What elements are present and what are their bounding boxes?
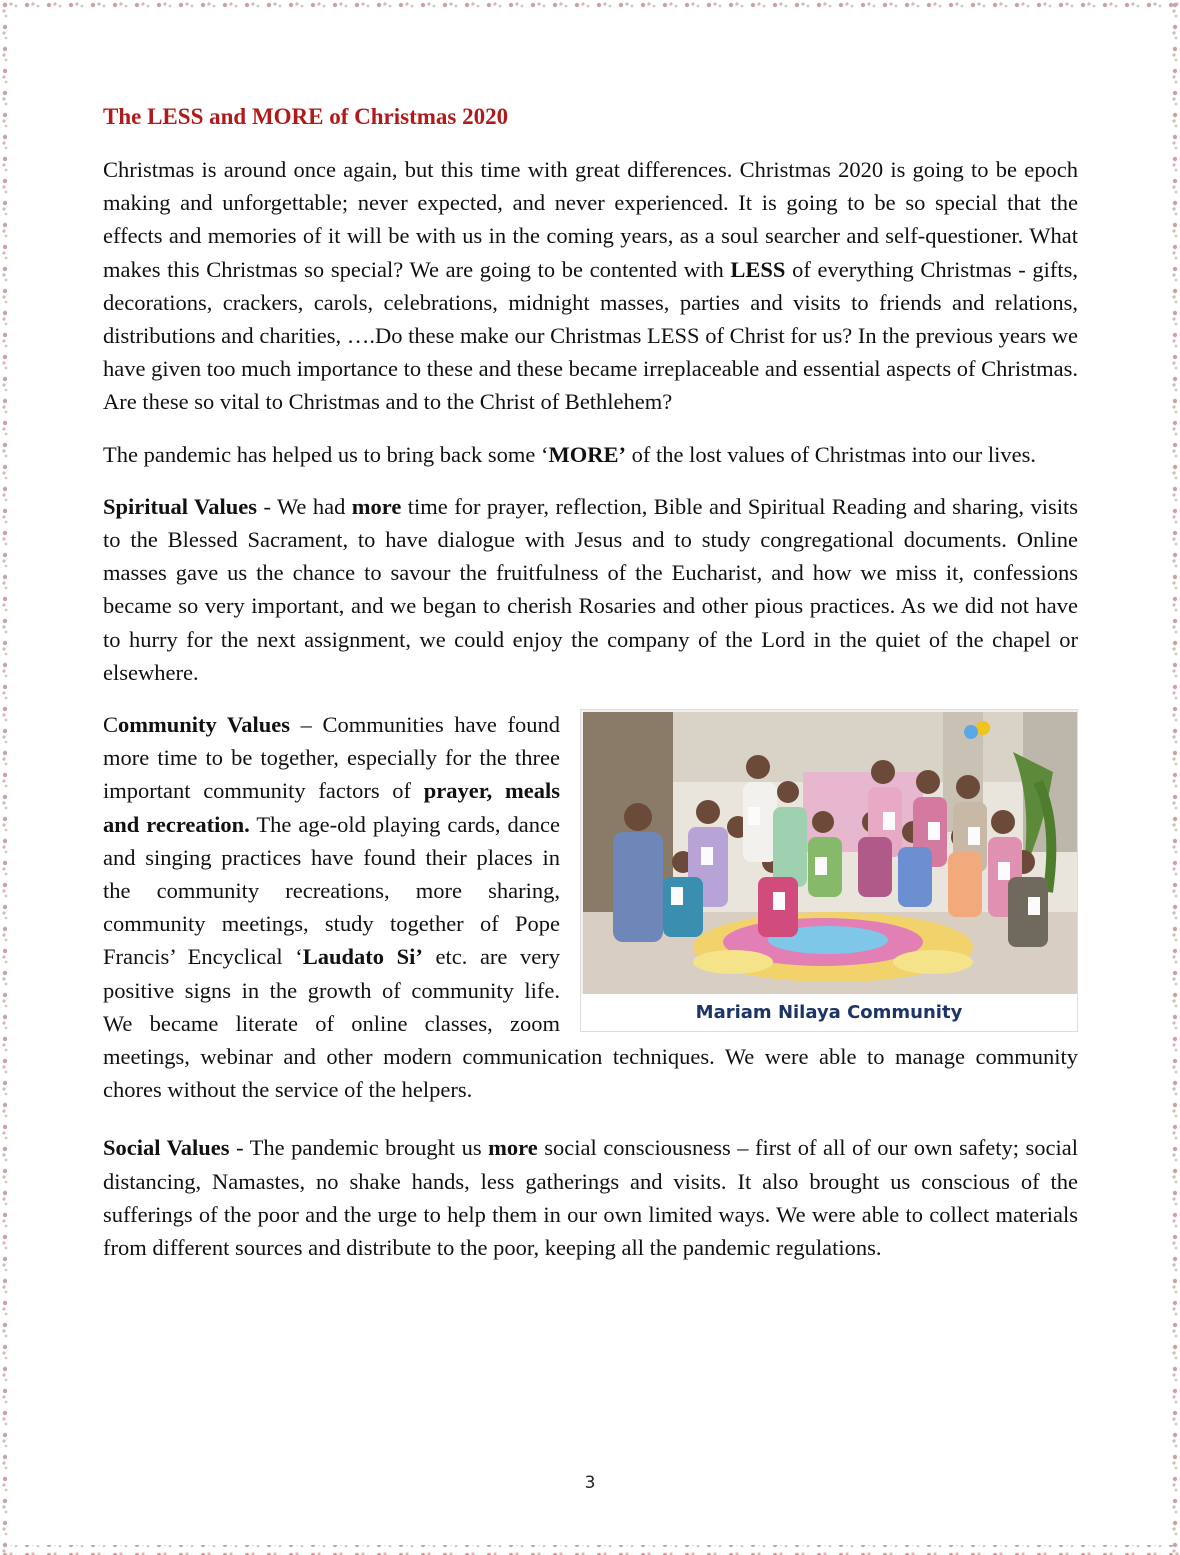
emphasis-prayer-meals-recreation: prayer, meals and recreation.	[103, 778, 560, 837]
paragraph-text: of the lost values of Christmas into our lives.	[626, 441, 1036, 467]
article-title: The LESS and MORE of Christmas 2020	[103, 104, 509, 129]
paragraph-text: – Communities have found more time to be together, especially for the three important community factors of	[103, 712, 560, 804]
section-heading-social: Social Values	[103, 1135, 230, 1161]
emphasis-laudato-si: Laudato Si’	[302, 944, 423, 970]
paragraph-text: etc. are very positive signs in the growth of community life. We became literate of online classes, zoom meetings, webinar and other modern communication techniques. We were able to manage community chores without the service of the helpers.	[103, 944, 1078, 1103]
photo-caption: Mariam Nilaya Community	[581, 994, 1077, 1031]
section-heading-community: ommunity Values	[118, 712, 290, 738]
paragraph-text: The pandemic has helped us to bring back some ‘	[103, 441, 549, 467]
paragraph-spiritual-values	[103, 490, 1078, 689]
paragraph-text: Christmas is around once again, but this time with great differences. Christmas 2020 is going to be epoch making and unforgettable; never expected, and never experienced. It is going to be so special that the effects and memories of it will be with us in the coming years, as a soul searcher and self-questioner. What makes this Christmas so special? We are going to be contented with	[103, 157, 1078, 282]
emphasis-more: MORE’	[548, 441, 626, 467]
paragraph-pandemic	[103, 438, 1078, 471]
paragraph-intro	[103, 153, 1078, 419]
paragraph-text: - The pandemic brought us	[229, 1135, 489, 1161]
section-heading-spiritual: Spiritual Values	[103, 493, 257, 519]
paragraph-text: time for prayer, reflection, Bible and Spiritual Reading and sharing, visits to the Blessed Sacrament, to have dialogue with Jesus and to study congregational documents. Online masses gave us the chance to savour the fruitfulness of the Eucharist, and how we miss it, confessions became so very important, and we began to cherish Rosaries and other pious practices. As we did not have to hurry for the next assignment, we could enjoy the company of the Lord in the quiet of the chapel or elsewhere.	[103, 493, 1078, 685]
community-photo-figure	[580, 709, 1078, 1032]
emphasis-less: LESS	[730, 256, 786, 282]
paragraph-text: of everything Christmas - gifts, decorations, crackers, carols, celebrations, midnight masses, parties and visits to friends and relations, distributions and charities, ….Do these make our Christmas LESS of Christ for us? In the previous years we have given too much importance to these and these became irreplaceable and essential aspects of Christmas. Are these so vital to Christmas and to the Christ of Bethlehem?	[103, 256, 1078, 415]
page-number: 3	[584, 1473, 596, 1493]
heading-initial: C	[103, 712, 119, 738]
community-group-photo	[583, 712, 1077, 996]
paragraph-text: The age-old playing cards, dance and singing practices have found their places in the community recreations, more sharing, community meetings, study together of Pope Francis’ Encyclical ‘	[103, 811, 561, 970]
paragraph-text: social consciousness – first of all of our own safety; social distancing, Namastes, no shake hands, less gatherings and visits. It also brought us conscious of the sufferings of the poor and the urge to help them in our own limited ways. We were able to collect materials from different sources and distribute to the poor, keeping all the pandemic regulations.	[103, 1135, 1079, 1261]
paragraph-social-values	[103, 1131, 1078, 1264]
emphasis-more: more	[488, 1135, 538, 1161]
article-body	[103, 100, 1078, 1283]
paragraph-text: - We had	[257, 493, 352, 519]
emphasis-more: more	[351, 493, 402, 519]
